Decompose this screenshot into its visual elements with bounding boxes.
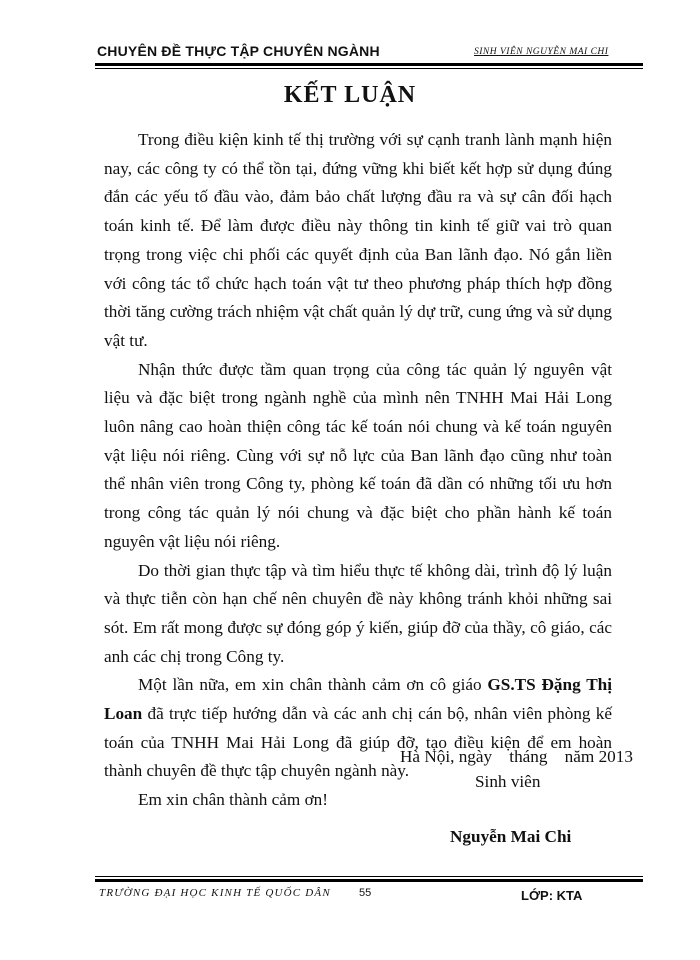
paragraph-4-after: đã trực tiếp hướng dẫn và các anh chị cán bộ, nhân viên phòng kế toán của TNHH Mai Hải Long đã giúp đỡ, tạo điều kiện để em hoàn thành chuyên đề thực tập chuyên ngành này.	[104, 704, 612, 781]
header-rule-thick	[95, 63, 643, 66]
footer-rule-thick	[95, 879, 643, 882]
signature-date: Hà Nội, ngày tháng năm 2013	[400, 747, 633, 766]
document-body	[104, 126, 612, 815]
paragraph-4	[104, 671, 612, 786]
paragraph-1: Trong điều kiện kinh tế thị trường với sự cạnh tranh lành mạnh hiện nay, các công ty có thể tồn tại, đứng vững khi biết kết hợp sử dụng đúng đắn các yếu tố đầu vào, đảm bảo chất lượng đầu ra và sự cân đối hạch toán kinh tế. Để làm được điều này thông tin kinh tế giữ vai trò quan trọng trong việc chi phối các quyết định của Ban lãnh đạo. Nó gắn liền với công tác tổ chức hạch toán vật tư theo phương pháp thích hợp đồng thời tăng cường trách nhiệm vật chất quản lý dự trữ, cung ứng và sử dụng vật tư.	[104, 130, 612, 350]
footer-rule-thin	[95, 876, 643, 877]
footer-university: TRƯỜNG ĐẠI HỌC KINH TẾ QUỐC DÂN	[99, 887, 331, 899]
paragraph-3: Do thời gian thực tập và tìm hiểu thực tế không dài, trình độ lý luận và thực tiễn còn hạn chế nên chuyên đề này không tránh khỏi những sai sót. Em rất mong được sự đóng góp ý kiến, giúp đỡ của thầy, cô giáo, các anh các chị trong Công ty.	[104, 560, 612, 666]
advisor-name: GS.TS Đặng Thị Loan	[104, 675, 612, 724]
paragraph-2: Nhận thức được tầm quan trọng của công tác quản lý nguyên vật liệu và đặc biệt trong ngành nghề của mình nên TNHH Mai Hải Long luôn nâng cao hoàn thiện công tác kế toán nói chung và kế toán nguyên vật liệu nói riêng. Cùng với sự nỗ lực của Ban lãnh đạo cũng như toàn thể nhân viên trong Công ty, phòng kế toán đã dần có những tối ưu hơn trong công tác quản lý nói chung và đặc biệt cho phần hành kế toán nguyên vật liệu nói riêng.	[104, 359, 612, 551]
signature-role: Sinh viên	[475, 772, 541, 791]
page-title: KẾT LUẬN	[283, 82, 417, 108]
header-author: SINH VIÊN NGUYỄN MAI CHI	[474, 47, 609, 57]
signature-name: Nguyễn Mai Chi	[450, 827, 572, 846]
header-title: CHUYÊN ĐỀ THỰC TẬP CHUYÊN NGÀNH	[97, 43, 380, 59]
page-number: 55	[359, 887, 372, 899]
footer-class: LỚP: KTA	[521, 888, 583, 903]
header-rule-thin	[95, 68, 643, 69]
thanks-line: Em xin chân thành cảm ơn!	[138, 790, 328, 810]
paragraph-4-before: Một lần nữa, em xin chân thành cảm ơn cô giáo	[138, 675, 488, 695]
